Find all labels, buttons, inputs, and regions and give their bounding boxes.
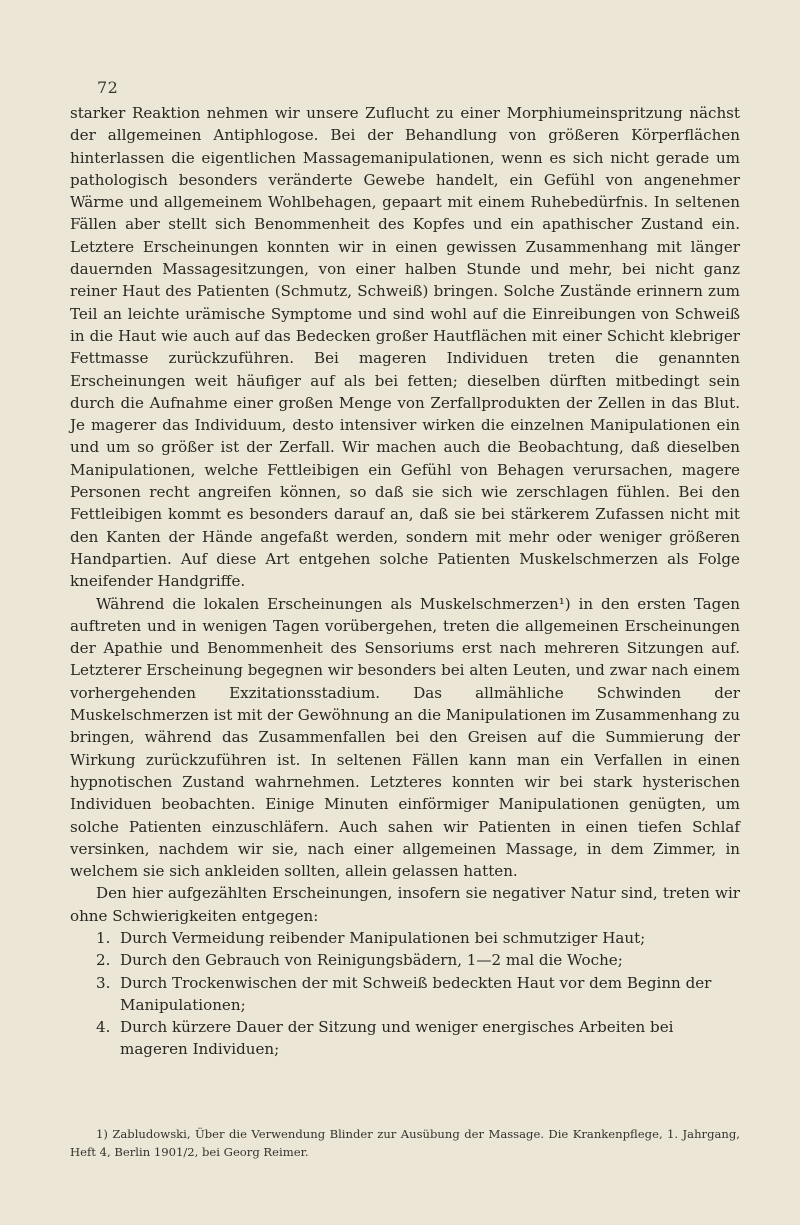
list-text: Durch Vermeidung reibender Manipulationen bei schmutziger Haut; <box>120 928 646 947</box>
list-number: 3. <box>96 973 111 992</box>
body-text <box>70 102 740 1061</box>
list-number: 1. <box>96 928 111 947</box>
list-item <box>70 972 740 1017</box>
list-item <box>70 927 740 949</box>
paragraph: Während die lokalen Erscheinungen als Muskelschmerzen¹) in den ersten Tagen auftreten und in wenigen Tagen vorübergehen, treten die allgemeinen Erscheinungen der Apathie und Benommenheit des Sensoriums erst nach mehreren Sitzungen auf. Letzterer Erscheinung begegnen wir besonders bei alten Leuten, und zwar nach einem vorhergehenden Exzitationsstadium. Das allmähliche Schwinden der Muskelschmerzen ist mit der Gewöhnung an die Manipulationen im Zusammenhang zu bringen, während das Zusammenfallen bei den Greisen auf die Summierung der Wirkung zurückzuführen ist. In seltenen Fällen kann man ein Verfallen in einen hypnotischen Zustand wahrnehmen. Letzteres konnten wir bei stark hysterischen Individuen beobachten. Einige Minuten einförmiger Manipulationen genügten, um solche Patienten einzuschläfern. Auch sahen wir Patienten in einen tiefen Schlaf versinken, nachdem wir sie, nach einer allgemeinen Massage, in dem Zimmer, in welchem sie sich ankleiden sollten, allein gelassen hatten. <box>70 594 740 881</box>
footnote: 1) Zabludowski, Über die Verwendung Blinder zur Ausübung der Massage. Die Krankenpflege, 1. Jahrgang, Heft 4, Berlin 1901/2, bei Georg Reimer. <box>70 1127 740 1159</box>
list-text: Durch Trockenwischen der mit Schweiß bedeckten Haut vor dem Beginn der Manipulationen; <box>120 973 712 1014</box>
list-item <box>70 949 740 971</box>
paragraph: Den hier aufgezählten Erscheinungen, insofern sie negativer Natur sind, treten wir ohne Schwierigkeiten entgegen: <box>70 884 740 925</box>
remedy-list <box>70 927 740 1061</box>
list-text: Durch den Gebrauch von Reinigungsbädern, 1—2 mal die Woche; <box>120 951 623 970</box>
list-item <box>70 1016 740 1061</box>
list-number: 4. <box>96 1018 111 1037</box>
list-number: 2. <box>96 951 111 970</box>
paragraph: starker Reaktion nehmen wir unsere Zuflucht zu einer Morphiumeinspritzung nächst der allgemeinen Antiphlogose. Bei der Behandlung von größeren Körperflächen hinterlassen die eigentlichen Massagemanipulationen, wenn es sich nicht gerade um pathologisch besonders veränderte Gewebe handelt, ein Gefühl von angenehmer Wärme und allgemeinem Wohlbehagen, gepaart mit einem Ruhebedürfnis. In seltenen Fällen aber stellt sich Benommenheit des Kopfes und ein apathischer Zustand ein. Letztere Erscheinungen konnten wir in einen gewissen Zusammenhang mit länger dauernden Massagesitzungen, von einer halben Stunde und mehr, bei nicht ganz reiner Haut des Patienten (Schmutz, Schweiß) bringen. Solche Zustände erinnern zum Teil an leichte urämische Symptome und sind wohl auf die Einreibungen von Schweiß in die Haut wie auch auf das Bedecken großer Hautflächen mit einer Schicht klebriger Fettmasse zurückzuführen. Bei mageren Individuen treten die genannten Erscheinungen weit häufiger auf als bei fetten; dieselben dürften mitbedingt sein durch die Aufnahme einer großen Menge von Zerfallprodukten der Zellen in das Blut. Je magerer das Individuum, desto intensiver wirken die einzelnen Manipulationen ein und um so größer ist der Zerfall. Wir machen auch die Beobachtung, daß dieselben Manipulationen, welche Fettleibigen ein Gefühl von Behagen verursachen, magere Personen recht angreifen können, so daß sie sich wie zerschlagen fühlen. Bei den Fettleibigen kommt es besonders darauf an, daß sie bei stärkerem Zufassen nicht mit den Kanten der Hände angefaßt werden, sondern mit mehr oder weniger größeren Handpartien. Auf diese Art entgehen solche Patienten Muskelschmerzen als Folge kneifender Handgriffe. <box>70 104 740 591</box>
page-number: 72 <box>97 78 119 97</box>
list-text: Durch kürzere Dauer der Sitzung und weniger energisches Arbeiten bei mageren Individuen; <box>120 1018 674 1059</box>
